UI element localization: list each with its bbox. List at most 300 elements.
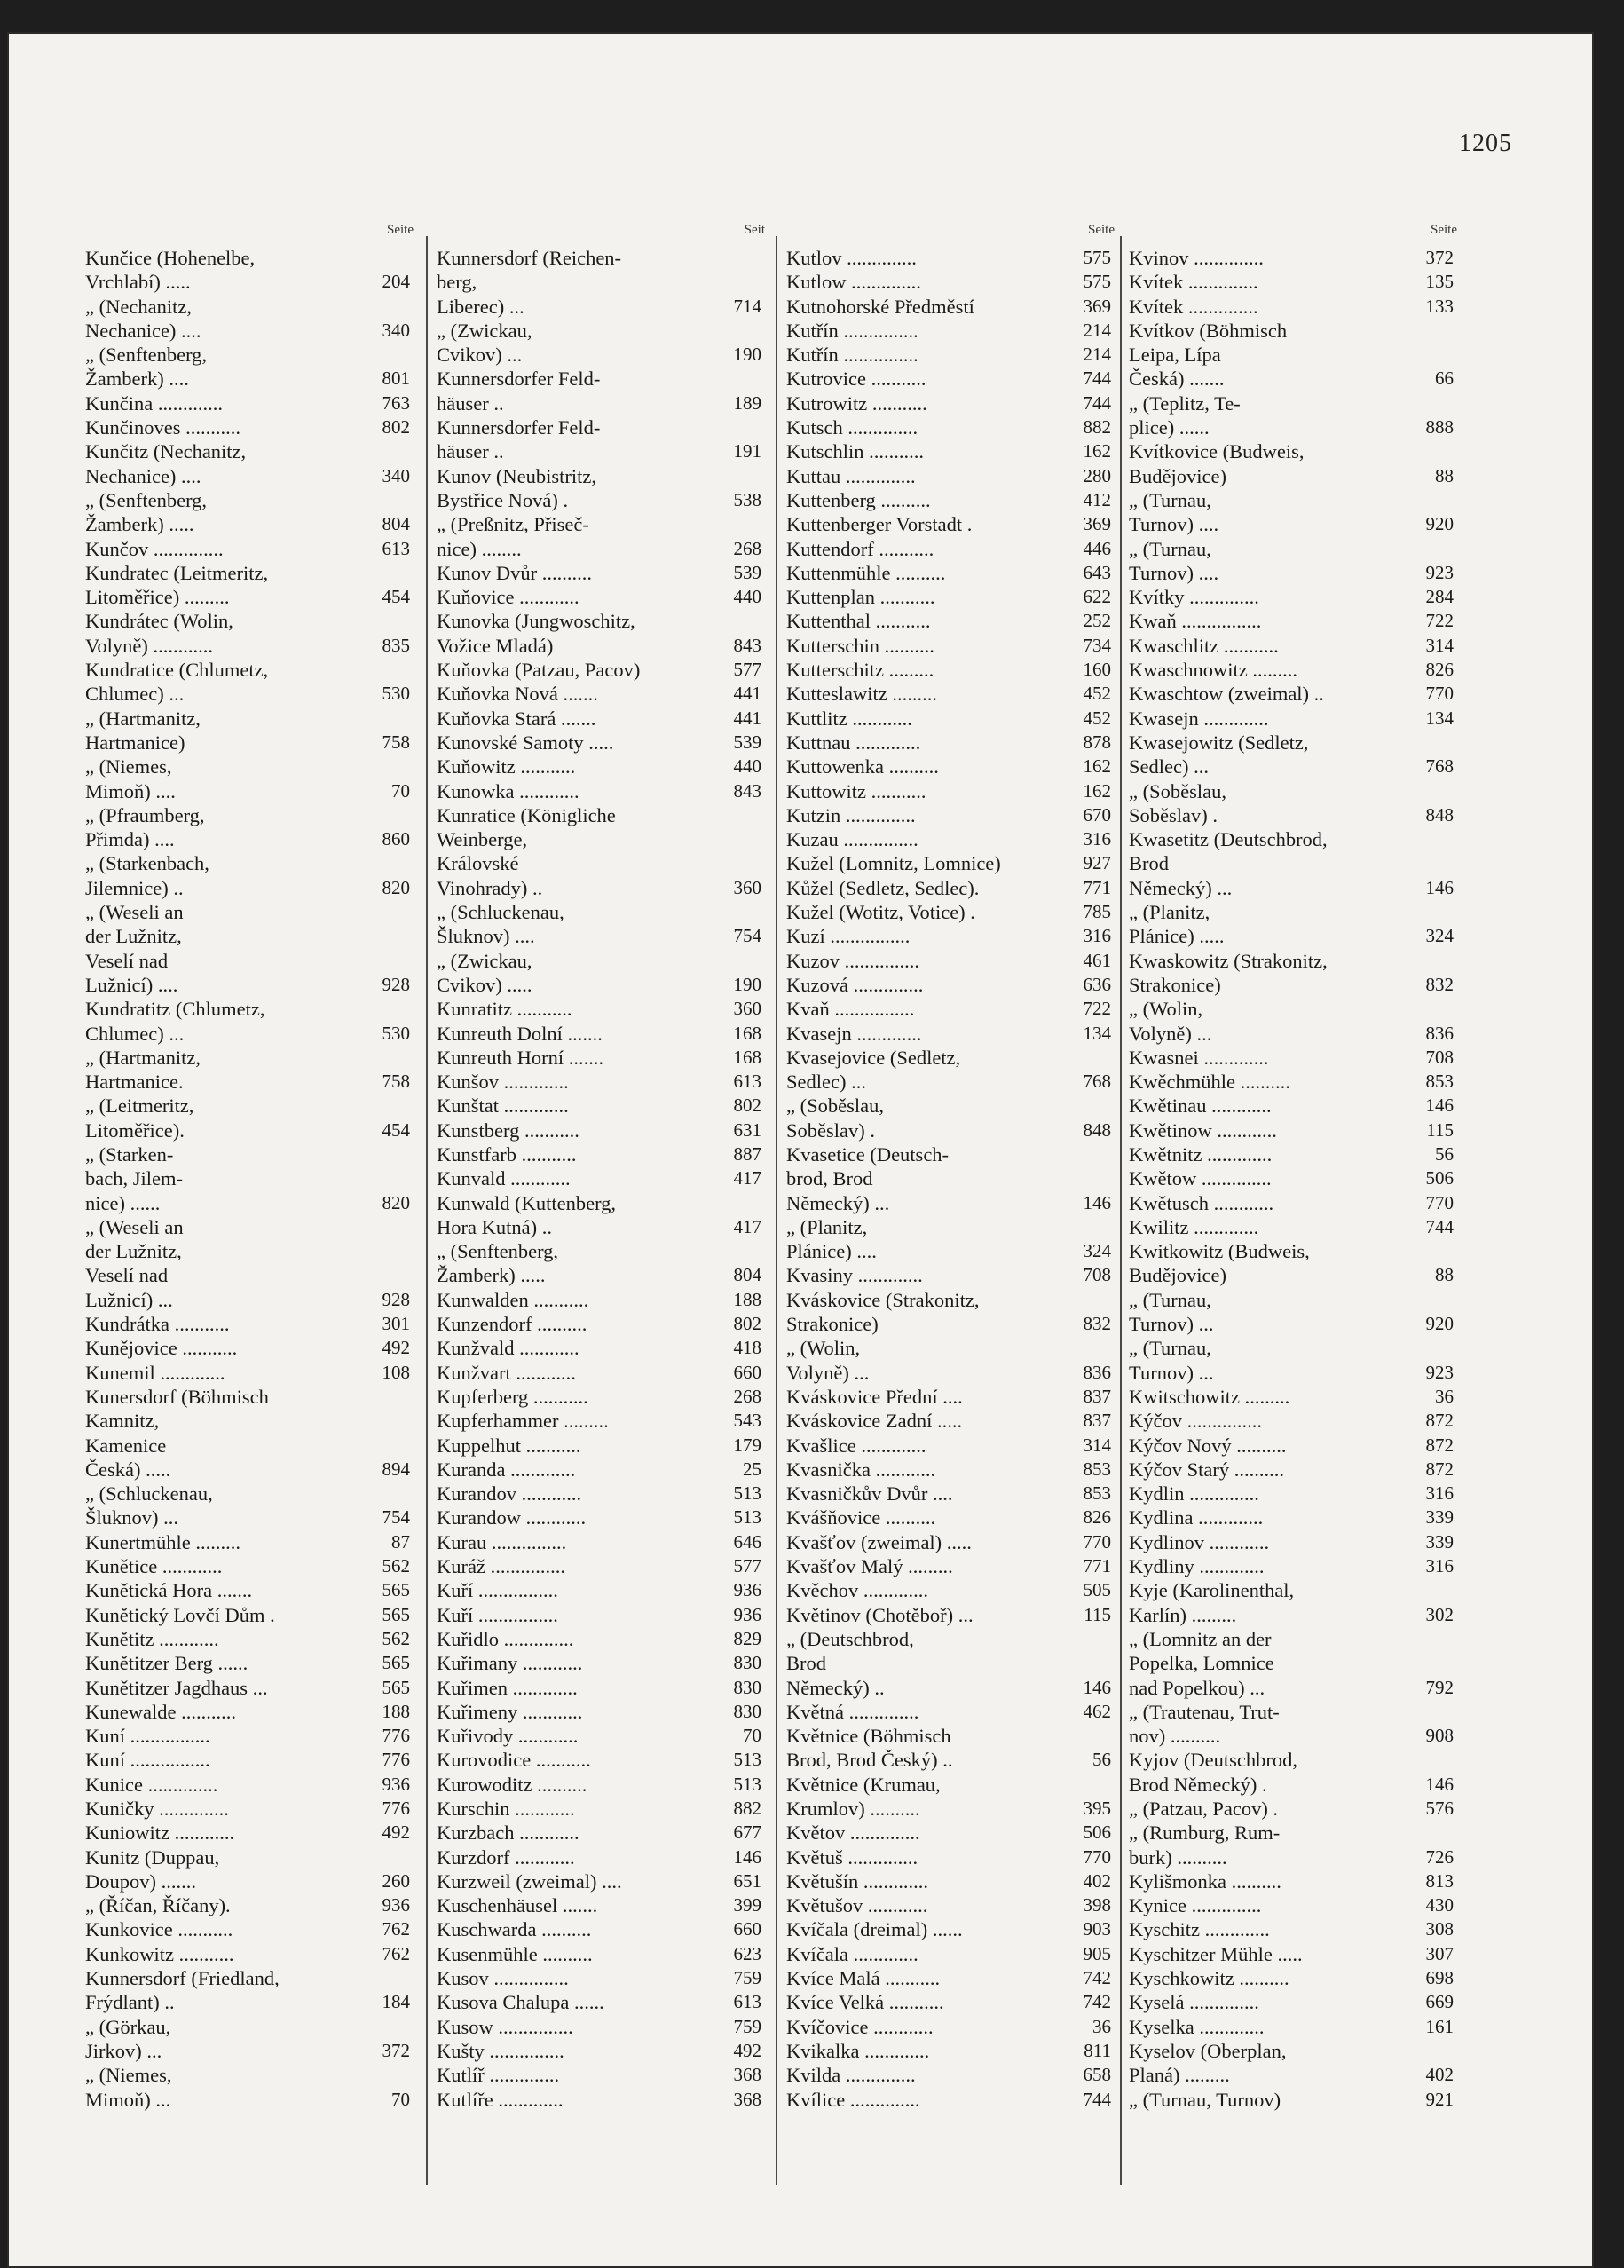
- entry-place-name: Kuří ................: [437, 1603, 558, 1626]
- entry-page-number: 302: [1425, 1603, 1454, 1625]
- column-divider: [426, 236, 428, 2185]
- index-entry: [437, 2088, 765, 2112]
- index-entry: [1129, 609, 1457, 633]
- entry-page-number: 368: [733, 2064, 761, 2086]
- index-entry: [1129, 537, 1457, 586]
- index-entry: [786, 731, 1115, 755]
- entry-place-name: Kyselka .............: [1129, 2015, 1265, 2038]
- index-entry: [85, 707, 414, 755]
- index-entry: [786, 319, 1115, 343]
- entry-place-name: Kuráž ...............: [437, 1555, 565, 1578]
- index-entry: [437, 1917, 765, 1941]
- index-entry: [437, 1773, 765, 1797]
- entry-page-number: 804: [382, 513, 410, 535]
- entry-place-name: Kwitkowitz (Budweis, Budějovice): [1129, 1240, 1310, 1287]
- index-entry: [437, 997, 765, 1021]
- index-entry: [786, 1263, 1115, 1287]
- index-entry: [1129, 1990, 1457, 2014]
- entry-page-number: 826: [1425, 659, 1454, 681]
- entry-place-name: Kunžvald ............: [437, 1337, 579, 1360]
- entry-place-name: Kuřidlo ..............: [437, 1627, 574, 1650]
- entry-page-number: 613: [733, 1991, 761, 2013]
- entry-place-name: Kunstberg ...........: [437, 1118, 579, 1142]
- entry-place-name: Kuttenberg ..........: [786, 488, 931, 511]
- entry-place-name: Kunětická Hora .......: [85, 1579, 253, 1602]
- entry-page-number: 36: [1435, 1385, 1454, 1407]
- column-entries: [85, 246, 414, 2112]
- entry-page-number: 853: [1425, 1071, 1454, 1093]
- entry-place-name: Kyschitzer Mühle .....: [1129, 1942, 1303, 1965]
- index-entry: [437, 2063, 765, 2087]
- index-entry: [786, 1917, 1115, 1941]
- index-entry: [786, 2039, 1115, 2063]
- entry-page-number: 301: [382, 1313, 410, 1335]
- entry-page-number: 161: [1425, 2015, 1454, 2037]
- index-entry: [786, 1434, 1115, 1458]
- column-header: Seite: [387, 223, 414, 237]
- entry-page-number: 168: [733, 1046, 761, 1068]
- index-entry: [1129, 1627, 1457, 1700]
- entry-place-name: Kuřimeny ............: [437, 1700, 583, 1723]
- entry-page-number: 454: [382, 586, 410, 608]
- index-entry: [437, 1505, 765, 1529]
- index-entry: [85, 1700, 414, 1724]
- entry-page-number: 412: [1083, 488, 1111, 510]
- entry-page-number: 927: [1083, 852, 1111, 874]
- entry-place-name: Kylišmonka ..........: [1129, 1869, 1281, 1893]
- entry-page-number: 418: [733, 1337, 761, 1359]
- index-entry: [85, 1966, 414, 2015]
- index-entry: [1129, 1530, 1457, 1554]
- index-entry: [786, 246, 1115, 270]
- column-entries: [786, 246, 1115, 2112]
- entry-page-number: 372: [382, 2039, 410, 2061]
- index-entry: [437, 1070, 765, 1094]
- entry-page-number: 168: [733, 1022, 761, 1044]
- entry-page-number: 802: [733, 1094, 761, 1117]
- index-entry: [786, 512, 1115, 536]
- entry-page-number: 802: [733, 1313, 761, 1335]
- index-entry: [85, 1046, 414, 1094]
- column-entries: [1129, 246, 1457, 2112]
- entry-page-number: 613: [733, 1071, 761, 1093]
- entry-page-number: 324: [1425, 925, 1454, 947]
- index-entry: [786, 1724, 1115, 1773]
- index-entry: [437, 561, 765, 585]
- entry-page-number: 660: [733, 1361, 761, 1383]
- entry-place-name: Kunertmühle .........: [85, 1530, 240, 1553]
- entry-page-number: 513: [733, 1506, 761, 1529]
- entry-place-name: Kunnersdorf (Friedland, Frýdlant) ..: [85, 1967, 280, 2014]
- index-entry: [1129, 439, 1457, 488]
- index-entry: [437, 755, 765, 778]
- entry-place-name: Kunžvart ............: [437, 1361, 576, 1384]
- entry-page-number: 134: [1083, 1022, 1111, 1044]
- entry-page-number: 462: [1083, 1700, 1111, 1722]
- entry-place-name: Kusow ...............: [437, 2015, 573, 2038]
- index-column-2: [437, 214, 765, 2220]
- index-entry: [437, 658, 765, 682]
- entry-page-number: 530: [382, 1022, 410, 1044]
- entry-place-name: Kuničky ..............: [85, 1798, 229, 1820]
- entry-place-name: Kuňovice ............: [437, 586, 579, 609]
- index-entry: [85, 1094, 414, 1142]
- entry-page-number: 708: [1425, 1046, 1454, 1068]
- entry-page-number: 759: [733, 1967, 761, 1989]
- index-entry: [437, 1166, 765, 1190]
- entry-place-name: „ (Nechanitz, Nechanice) ....: [85, 295, 201, 342]
- entry-page-number: 714: [733, 295, 761, 317]
- entry-place-name: Kváskovice Zadní .....: [786, 1410, 963, 1433]
- entry-place-name: Kvasejn .............: [786, 1022, 922, 1045]
- entry-place-name: „ (Deutschbrod, Brod Německý) ..: [786, 1627, 914, 1699]
- entry-place-name: „ (Schluckenau, Šluknov) ....: [437, 901, 564, 948]
- entry-page-number: 452: [1083, 707, 1111, 729]
- entry-place-name: Kyjov (Deutschbrod, Brod Německý) .: [1129, 1749, 1297, 1796]
- entry-place-name: „ (Trautenau, Trut- nov) ..........: [1129, 1700, 1280, 1748]
- index-entry: [437, 1651, 765, 1675]
- index-entry: [1129, 634, 1457, 658]
- entry-place-name: Kurowoditz ..........: [437, 1773, 587, 1796]
- index-entry: [85, 1917, 414, 1941]
- index-entry: [85, 415, 414, 439]
- entry-place-name: Kutlov ..............: [786, 247, 917, 269]
- entry-place-name: „ (Senftenberg, Žamberk) .....: [85, 488, 208, 536]
- entry-place-name: Kurzbach ............: [437, 1822, 579, 1845]
- entry-page-number: 454: [382, 1118, 410, 1141]
- index-entry: [1129, 270, 1457, 294]
- entry-place-name: „ (Teplitz, Te- plice) ......: [1129, 391, 1241, 439]
- entry-page-number: 492: [382, 1822, 410, 1844]
- entry-place-name: „ (Wolin, Volyně) ...: [1129, 998, 1212, 1045]
- index-entry: [1129, 319, 1457, 391]
- index-entry: [786, 851, 1115, 875]
- index-entry: [1129, 585, 1457, 609]
- index-entry: [786, 1966, 1115, 1990]
- entry-place-name: „ (Říčan, Říčany).: [85, 1894, 231, 1917]
- entry-page-number: 722: [1083, 998, 1111, 1020]
- entry-place-name: Kutzin ..............: [786, 803, 916, 826]
- entry-page-number: 804: [733, 1264, 761, 1286]
- entry-page-number: 513: [733, 1749, 761, 1771]
- entry-page-number: 923: [1425, 1361, 1454, 1383]
- entry-place-name: Kusova Chalupa ......: [437, 1991, 604, 2014]
- entry-place-name: Kunčice (Hohenelbe, Vrchlabí) .....: [85, 247, 256, 294]
- entry-place-name: Kuttowitz ...........: [786, 779, 926, 802]
- entry-place-name: Kunčina .............: [85, 391, 223, 415]
- entry-page-number: 133: [1425, 295, 1454, 317]
- entry-place-name: Kutteslawitz .........: [786, 683, 937, 706]
- entry-page-number: 742: [1083, 1991, 1111, 2013]
- entry-place-name: Kutsch ..............: [786, 416, 918, 439]
- entry-place-name: Květuš ..............: [786, 1845, 918, 1869]
- entry-page-number: 928: [382, 1288, 410, 1310]
- entry-page-number: 853: [1083, 1458, 1111, 1480]
- index-entry: [437, 1893, 765, 1917]
- entry-page-number: 726: [1425, 1845, 1454, 1868]
- index-entry: [85, 1336, 414, 1360]
- entry-page-number: 830: [733, 1676, 761, 1698]
- index-entry: [437, 682, 765, 706]
- index-entry: [786, 2063, 1115, 2087]
- entry-place-name: Kužel (Wotitz, Votice) .: [786, 901, 975, 924]
- entry-page-number: 843: [733, 779, 761, 802]
- entry-place-name: Kunčitz (Nechanitz, Nechanice) ....: [85, 440, 247, 487]
- entry-place-name: Květnice (Böhmisch Brod, Brod Český) ..: [786, 1725, 953, 1772]
- entry-place-name: Kupferberg ...........: [437, 1385, 588, 1408]
- entry-page-number: 108: [382, 1361, 410, 1383]
- entry-page-number: 651: [733, 1869, 761, 1892]
- entry-place-name: Kunratitz ...........: [437, 998, 572, 1021]
- index-entry: [786, 415, 1115, 439]
- index-entry: [786, 707, 1115, 731]
- entry-page-number: 734: [1083, 634, 1111, 656]
- entry-place-name: Kutrovice ...........: [786, 367, 926, 391]
- index-entry: [1129, 1166, 1457, 1190]
- entry-page-number: 820: [382, 876, 410, 898]
- entry-place-name: „ (Rumburg, Rum- burk) ..........: [1129, 1822, 1281, 1869]
- entry-page-number: 744: [1083, 2088, 1111, 2110]
- index-entry: [437, 1990, 765, 2014]
- entry-place-name: Kydlina .............: [1129, 1506, 1264, 1529]
- entry-page-number: 441: [733, 707, 761, 729]
- entry-page-number: 908: [1425, 1725, 1454, 1747]
- entry-page-number: 928: [382, 973, 410, 995]
- index-entry: [786, 1530, 1115, 1554]
- entry-page-number: 184: [382, 1991, 410, 2013]
- entry-place-name: Kvítkovice (Budweis, Budějovice): [1129, 440, 1305, 487]
- entry-page-number: 308: [1425, 1918, 1454, 1940]
- entry-page-number: 872: [1425, 1410, 1454, 1432]
- entry-page-number: 776: [382, 1749, 410, 1771]
- entry-place-name: Kurandow ............: [437, 1506, 587, 1529]
- entry-place-name: Kwětinau ............: [1129, 1094, 1272, 1118]
- entry-place-name: Kundrátec (Wolin, Volyně) ............: [85, 610, 233, 657]
- entry-place-name: Kuňovka Nová .......: [437, 683, 598, 706]
- entry-page-number: 631: [733, 1118, 761, 1141]
- entry-place-name: Kutlíře .............: [437, 2088, 564, 2111]
- entry-place-name: Kušty ...............: [437, 2039, 564, 2062]
- entry-place-name: Kundratice (Chlumetz, Chlumec) ...: [85, 659, 269, 706]
- entry-page-number: 792: [1425, 1676, 1454, 1698]
- index-page: [7, 32, 1594, 2268]
- index-entry: [1129, 1917, 1457, 1941]
- index-entry: [1129, 2015, 1457, 2039]
- index-entry: [786, 585, 1115, 609]
- entry-page-number: 369: [1083, 513, 1111, 535]
- index-entry: [786, 1603, 1115, 1627]
- index-entry: [1129, 779, 1457, 828]
- entry-place-name: Kunnersdorf (Reichen- berg, Liberec) ...: [437, 247, 622, 318]
- index-entry: [786, 973, 1115, 997]
- entry-place-name: „ (Niemes, Mimoň) ....: [85, 755, 176, 802]
- entry-place-name: „ (Wolin, Volyně) ...: [786, 1337, 870, 1384]
- index-entry: [1129, 682, 1457, 706]
- index-entry: [1129, 658, 1457, 682]
- entry-place-name: Kunčinoves ...........: [85, 416, 240, 439]
- index-entry: [1129, 246, 1457, 270]
- entry-place-name: Květušín .............: [786, 1869, 928, 1893]
- entry-place-name: Kvítky ..............: [1129, 586, 1259, 609]
- index-entry: [85, 1482, 414, 1530]
- entry-place-name: Kusenmühle ..........: [437, 1942, 593, 1965]
- entry-page-number: 56: [1092, 1749, 1111, 1771]
- index-entry: [437, 2015, 765, 2039]
- index-entry: [437, 2039, 765, 2063]
- index-entry: [786, 343, 1115, 367]
- index-entry: [437, 319, 765, 367]
- entry-place-name: Kuzau ...............: [786, 828, 918, 851]
- index-entry: [85, 851, 414, 900]
- index-entry: [786, 1773, 1115, 1822]
- index-entry: [437, 1676, 765, 1700]
- index-entry: [85, 343, 414, 391]
- index-entry: [1129, 1554, 1457, 1578]
- entry-place-name: Kutřín ...............: [786, 319, 918, 342]
- entry-place-name: Kwaschtow (zweimal) ..: [1129, 683, 1324, 706]
- index-entry: [786, 561, 1115, 585]
- index-entry: [786, 1288, 1115, 1337]
- entry-place-name: „ (Zwickau, Cvikov) ...: [437, 319, 532, 367]
- entry-page-number: 785: [1083, 901, 1111, 923]
- entry-place-name: „ (Soběslau, Soběslav) .: [786, 1094, 884, 1142]
- index-entry: [786, 2088, 1115, 2112]
- entry-page-number: 316: [1083, 925, 1111, 947]
- index-entry: [1129, 900, 1457, 949]
- entry-place-name: Kunratice (Königliche Weinberge, Královské Vinohrady) ..: [437, 803, 616, 899]
- index-entry: [85, 1845, 414, 1894]
- index-column-1: [85, 214, 414, 2220]
- entry-page-number: 252: [1083, 610, 1111, 632]
- entry-place-name: Kutrowitz ...........: [786, 391, 927, 415]
- entry-place-name: Kvítek ..............: [1129, 295, 1258, 318]
- entry-place-name: Kvinov ..............: [1129, 247, 1264, 269]
- entry-place-name: Kuranda .............: [437, 1458, 576, 1481]
- entry-page-number: 613: [382, 537, 410, 559]
- entry-page-number: 160: [1083, 659, 1111, 681]
- index-entry: [85, 1797, 414, 1821]
- index-entry: [786, 1409, 1115, 1433]
- entry-page-number: 923: [1425, 561, 1454, 583]
- entry-page-number: 708: [1083, 1264, 1111, 1286]
- index-entry: [786, 658, 1115, 682]
- index-entry: [1129, 488, 1457, 537]
- entry-page-number: 920: [1425, 513, 1454, 535]
- index-entry: [786, 488, 1115, 512]
- entry-place-name: Kutlíř ..............: [437, 2064, 560, 2087]
- index-entry: [786, 1142, 1115, 1215]
- entry-page-number: 565: [382, 1579, 410, 1601]
- entry-page-number: 576: [1425, 1798, 1454, 1819]
- entry-page-number: 813: [1425, 1869, 1454, 1892]
- entry-place-name: „ (Preßnitz, Přiseč- nice) ........: [437, 513, 589, 560]
- index-entry: [437, 1797, 765, 1821]
- entry-page-number: 70: [743, 1725, 761, 1747]
- index-entry: [1129, 949, 1457, 998]
- index-entry: [437, 1845, 765, 1869]
- entry-place-name: „ (Görkau, Jirkov) ...: [85, 2015, 171, 2062]
- entry-place-name: Kuppelhut ...........: [437, 1434, 581, 1457]
- entry-place-name: Kunnersdorfer Feld- häuser ..: [437, 416, 601, 463]
- index-entry: [1129, 1942, 1457, 1966]
- entry-place-name: Kůžel (Sedletz, Sedlec).: [786, 876, 980, 899]
- index-entry: [786, 1458, 1115, 1482]
- index-entry: [1129, 1215, 1457, 1239]
- entry-place-name: Kunov (Neubistritz, Bystřice Nová) .: [437, 464, 596, 511]
- entry-place-name: Kváskovice Přední ....: [786, 1385, 963, 1408]
- entry-place-name: Kutterschitz .........: [786, 659, 934, 682]
- entry-place-name: Kunětice ............: [85, 1555, 223, 1578]
- index-entry: [85, 1385, 414, 1482]
- entry-page-number: 190: [733, 973, 761, 995]
- entry-page-number: 622: [1083, 586, 1111, 608]
- index-entry: [85, 1676, 414, 1700]
- index-entry: [437, 415, 765, 464]
- entry-place-name: „ (Hartmanitz, Hartmanice.: [85, 1046, 201, 1094]
- entry-place-name: Kuří ................: [437, 1579, 558, 1602]
- entry-page-number: 88: [1435, 464, 1454, 486]
- entry-page-number: 146: [1083, 1191, 1111, 1213]
- entry-place-name: Kuzí ................: [786, 925, 911, 948]
- entry-place-name: Kunowka ............: [437, 779, 579, 802]
- entry-page-number: 722: [1425, 610, 1454, 632]
- entry-place-name: Kwaschnowitz .........: [1129, 659, 1297, 682]
- entry-page-number: 452: [1083, 683, 1111, 705]
- entry-place-name: Kvíce Malá ...........: [786, 1967, 941, 1990]
- entry-page-number: 826: [1083, 1506, 1111, 1529]
- entry-page-number: 835: [382, 634, 410, 656]
- entry-page-number: 888: [1425, 416, 1454, 439]
- index-entry: [85, 997, 414, 1046]
- index-entry: [1129, 1094, 1457, 1118]
- index-entry: [437, 1336, 765, 1360]
- entry-place-name: „ (Planitz, Plánice) .....: [1129, 901, 1225, 948]
- entry-place-name: Kunstfarb ...........: [437, 1142, 577, 1166]
- entry-page-number: 417: [733, 1167, 761, 1189]
- index-entry: [1129, 1385, 1457, 1409]
- index-entry: [786, 900, 1115, 924]
- entry-place-name: Kvíce Velká ...........: [786, 1991, 944, 2014]
- entry-place-name: Kunzendorf ..........: [437, 1313, 587, 1336]
- entry-page-number: 921: [1425, 2088, 1454, 2110]
- index-entry: [786, 439, 1115, 463]
- entry-place-name: Kunice ..............: [85, 1773, 218, 1796]
- entry-place-name: Kunwald (Kuttenberg, Hora Kutná) ..: [437, 1191, 617, 1238]
- entry-page-number: 402: [1083, 1869, 1111, 1892]
- entry-place-name: Kuttlitz ............: [786, 707, 912, 730]
- index-entry: [437, 779, 765, 803]
- index-entry: [1129, 731, 1457, 779]
- entry-page-number: 339: [1425, 1506, 1454, 1529]
- entry-page-number: 562: [382, 1627, 410, 1649]
- entry-place-name: Kuřimany ............: [437, 1652, 583, 1675]
- entry-page-number: 698: [1425, 1967, 1454, 1989]
- entry-place-name: Kurau ...............: [437, 1530, 567, 1553]
- index-entry: [437, 1821, 765, 1845]
- index-entry: [1129, 1482, 1457, 1505]
- index-entry: [85, 1724, 414, 1748]
- index-entry: [437, 1094, 765, 1118]
- index-entry: [786, 1845, 1115, 1869]
- index-entry: [786, 682, 1115, 706]
- index-entry: [1129, 1700, 1457, 1749]
- index-entry: [1129, 1578, 1457, 1627]
- index-entry: [1129, 1893, 1457, 1917]
- entry-page-number: 820: [382, 1191, 410, 1213]
- entry-place-name: „ (Starkenbach, Jilemnice) ..: [85, 852, 209, 899]
- index-entry: [437, 1748, 765, 1772]
- entry-place-name: Kuní ................: [85, 1749, 210, 1772]
